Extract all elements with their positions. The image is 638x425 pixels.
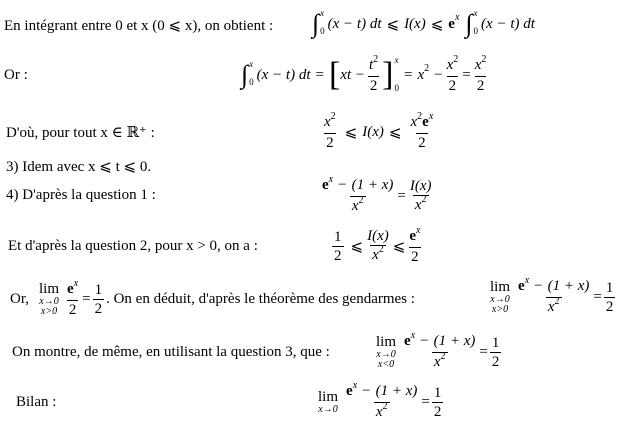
line-question-3: On montre, de même, en utilisant la question 3, que : bbox=[12, 344, 330, 360]
limit-operator: lim x→0 x>0 bbox=[38, 280, 59, 317]
limit-operator: lim x→0 x<0 bbox=[376, 333, 397, 370]
line-idem: 3) Idem avec x ⩽ t ⩽ 0. bbox=[6, 159, 152, 175]
line-bilan: Bilan : bbox=[16, 394, 57, 410]
formula-integral-value: ∫ x 0 (x − t) dt = [ xt − $\frac{t^2}{2}$ ] x 0 = x 2 − $\frac{x^2}{2}$ = $\frac{x^2}{2}$ bbox=[241, 53, 487, 94]
right-bracket: ] bbox=[382, 56, 394, 93]
line-question-2: Et d'après la question 2, pour x > 0, on a : bbox=[8, 238, 258, 254]
line-dou: D'où, pour tout x ∈ ℝ⁺ : bbox=[6, 125, 155, 141]
integral-sign: ∫ bbox=[465, 9, 473, 38]
formula-limit-left: lim x→0 x<0 $\frac{e^x - (1 + x)}{x^2}$ = $\frac{1}{2}$ bbox=[376, 329, 500, 370]
line-or: Or : bbox=[4, 67, 28, 83]
left-bracket: [ bbox=[328, 56, 341, 93]
limit-operator: lim x→0 x>0 bbox=[490, 278, 511, 315]
line-question-1: 4) D'après la question 1 : bbox=[6, 187, 156, 203]
formula-limit-final: lim x→0 $\frac{e^x - (1 + x)}{x^2}$ = $\frac{1}{2}$ bbox=[318, 379, 442, 420]
line-integration-intro: En intégrant entre 0 et x (0 ⩽ x), on obtient : bbox=[4, 18, 274, 34]
integral-bounds: x 0 bbox=[320, 8, 325, 36]
line-gendarmes: Or, lim x→0 x>0 $\frac{e^x}{2}$ = $\frac{1}{2}$ . On en déduit, d'après le théorème des gendarmes : bbox=[10, 277, 415, 318]
formula-integral-inequality: ∫ x 0 (x − t) dt ⩽ I(x) ⩽ e x ∫ x 0 (x − t) dt bbox=[312, 8, 535, 38]
limit-operator: lim x→0 bbox=[318, 388, 339, 415]
formula-bound-positive: $\frac{x^2}{2}$ ⩽ I(x) ⩽ $\frac{x^2e^x}{2}$ bbox=[324, 110, 434, 151]
formula-quotient-identity: $\frac{e^x - (1 + x)}{x^2}$ = $\frac{I(x)}{x^2}$ bbox=[322, 173, 432, 214]
formula-limit-right: lim x→0 x>0 $\frac{e^x - (1 + x)}{x^2}$ = $\frac{1}{2}$ bbox=[490, 274, 614, 315]
integral-sign: ∫ bbox=[312, 9, 320, 38]
formula-squeeze-bounds: $\frac{1}{2}$ ⩽ $\frac{I(x)}{x^2}$ ⩽ $\frac{e^x}{2}$ bbox=[334, 224, 421, 265]
